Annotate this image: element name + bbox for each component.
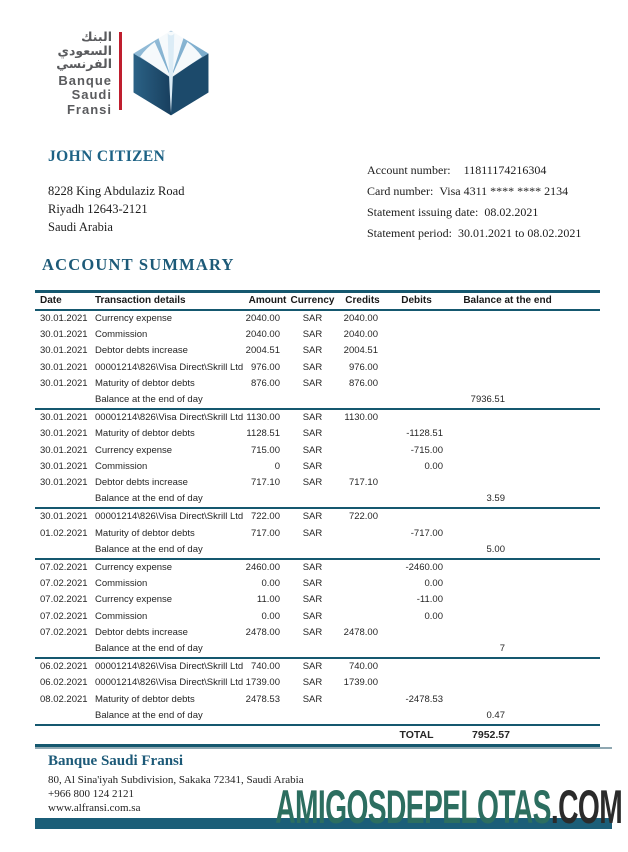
cell-credits — [335, 443, 390, 459]
cell-balance — [455, 508, 600, 525]
cell-debits: 0.00 — [424, 460, 443, 472]
cell-date: 07.02.2021 — [40, 562, 88, 574]
cell-credits — [335, 559, 390, 576]
transaction-row — [35, 592, 600, 608]
col-header-debits: Debits — [390, 292, 455, 311]
cell-date: 30.01.2021 — [40, 412, 88, 424]
cell-currency: SAR — [302, 626, 323, 638]
transaction-row — [35, 658, 600, 675]
cell-date: 06.02.2021 — [40, 677, 88, 689]
cell-currency: SAR — [302, 693, 323, 705]
cell-debits — [390, 376, 455, 392]
cell-credits — [335, 641, 390, 658]
cell-date — [35, 708, 95, 725]
bank-logo — [40, 16, 220, 120]
cell-balance — [455, 360, 600, 376]
watermark — [275, 780, 622, 833]
cell-debits — [390, 327, 455, 343]
cell-details: Maturity of debtor debts — [95, 693, 195, 705]
cell-credits — [335, 708, 390, 725]
cell-date: 30.01.2021 — [40, 361, 88, 373]
cell-amount: 2478.00 — [245, 626, 280, 638]
transaction-row — [35, 310, 600, 327]
transaction-row — [35, 508, 600, 525]
issuing-date-label: Statement issuing date: — [367, 205, 479, 219]
cell-balance — [455, 443, 600, 459]
total-label: TOTAL — [390, 725, 455, 745]
cell-details: 00001214\826\Visa Direct\Skrill Ltd — [95, 412, 244, 424]
cell-details: Debtor debts increase — [95, 477, 188, 489]
cell-amount: 0.00 — [261, 578, 280, 590]
cell-debits — [390, 542, 455, 559]
cell-amount: 715.00 — [250, 444, 280, 456]
cell-credits — [335, 609, 390, 625]
statement-period-line — [367, 223, 581, 244]
cell-currency: SAR — [302, 444, 323, 456]
balance-row — [35, 392, 600, 409]
footer-divider — [35, 747, 612, 749]
cell-amount: 11.00 — [256, 594, 280, 606]
cell-debits: -717.00 — [410, 527, 443, 539]
transaction-row — [35, 475, 600, 491]
cell-currency: SAR — [302, 428, 323, 440]
summary-table-body — [35, 310, 600, 725]
cell-amount — [245, 641, 290, 658]
transaction-row — [35, 343, 600, 359]
cell-balance — [455, 343, 600, 359]
cell-date: 08.02.2021 — [40, 693, 88, 705]
cell-amount: 722.00 — [250, 511, 280, 523]
cell-details: Balance at the end of day — [95, 542, 245, 559]
cell-date: 30.01.2021 — [40, 460, 88, 472]
cell-amount: 717.00 — [250, 527, 280, 539]
total-row — [35, 725, 600, 745]
cell-debits — [390, 409, 455, 426]
cell-currency: SAR — [302, 610, 323, 622]
cell-details: 00001214\826\Visa Direct\Skrill Ltd — [95, 661, 244, 673]
cell-details: Balance at the end of day — [95, 491, 245, 508]
bank-cube-icon — [130, 29, 212, 117]
cell-balance — [455, 526, 600, 542]
cell-currency: SAR — [302, 578, 323, 590]
cell-balance: 0.47 — [455, 708, 600, 725]
cell-balance — [455, 559, 600, 576]
total-value: 7952.57 — [455, 725, 600, 745]
cell-amount: 1128.51 — [246, 428, 280, 440]
cell-date: 30.01.2021 — [40, 329, 88, 341]
watermark-primary: AMIGOSDEPELOTAS — [275, 780, 551, 833]
transaction-row — [35, 443, 600, 459]
cell-debits — [390, 360, 455, 376]
transaction-row — [35, 692, 600, 708]
cell-balance — [455, 376, 600, 392]
cell-date: 30.01.2021 — [40, 345, 88, 357]
cell-balance — [455, 327, 600, 343]
address-line: 8228 King Abdulaziz Road — [48, 184, 185, 198]
cell-currency: SAR — [302, 562, 323, 574]
bank-name-arabic — [40, 30, 112, 71]
transaction-row — [35, 376, 600, 392]
transaction-row — [35, 609, 600, 625]
account-number-label: Account number: — [367, 163, 451, 177]
cell-details: Currency expense — [95, 594, 173, 606]
cell-details: 00001214\826\Visa Direct\Skrill Ltd — [95, 511, 244, 523]
cell-credits: 876.00 — [348, 377, 378, 389]
cell-amount: 2040.00 — [245, 313, 280, 324]
cell-date: 07.02.2021 — [40, 626, 88, 638]
cell-currency — [290, 641, 335, 658]
cell-credits — [335, 526, 390, 542]
cell-date: 30.01.2021 — [40, 477, 88, 489]
cell-currency: SAR — [302, 677, 323, 689]
cell-credits — [335, 459, 390, 475]
cell-amount: 2004.51 — [245, 345, 280, 357]
transaction-row — [35, 526, 600, 542]
cell-currency: SAR — [302, 329, 323, 341]
cell-credits: 2040.00 — [343, 313, 378, 324]
cell-debits — [390, 392, 455, 409]
cell-balance — [455, 658, 600, 675]
cell-details: Maturity of debtor debts — [95, 428, 195, 440]
cell-details: Debtor debts increase — [95, 345, 188, 357]
cell-currency: SAR — [302, 412, 323, 424]
bank-logo-wordmark — [40, 30, 112, 117]
logo-red-divider — [119, 32, 122, 110]
cell-date: 30.01.2021 — [40, 444, 88, 456]
cell-balance: 7 — [455, 641, 600, 658]
cell-credits — [335, 576, 390, 592]
account-info — [367, 160, 581, 244]
cell-currency: SAR — [302, 345, 323, 357]
cell-debits: -715.00 — [410, 444, 443, 456]
cell-credits: 2040.00 — [343, 329, 378, 341]
cell-date — [35, 542, 95, 559]
footer-bank-name: Banque Saudi Fransi — [48, 753, 184, 769]
customer-name: JOHN CITIZEN — [48, 148, 166, 165]
cell-debits: -2460.00 — [405, 562, 443, 574]
cell-credits: 740.00 — [348, 661, 378, 673]
cell-amount: 1130.00 — [246, 412, 280, 424]
cell-debits: -11.00 — [416, 594, 443, 606]
cell-details: Currency expense — [95, 313, 173, 324]
cell-credits: 722.00 — [348, 511, 378, 523]
transaction-row — [35, 426, 600, 442]
transaction-row — [35, 327, 600, 343]
cell-currency — [290, 542, 335, 559]
cell-currency: SAR — [302, 527, 323, 539]
card-number-line — [367, 181, 581, 202]
transaction-row — [35, 360, 600, 376]
cell-date — [35, 641, 95, 658]
col-header-transaction-details: Transaction details — [95, 292, 245, 311]
cell-debits — [390, 475, 455, 491]
statement-period-label: Statement period: — [367, 226, 452, 240]
table-header — [35, 292, 600, 311]
col-header-date: Date — [35, 292, 95, 311]
balance-row — [35, 491, 600, 508]
cell-amount: 0.00 — [261, 610, 280, 622]
cell-amount — [245, 392, 290, 409]
cell-debits — [390, 310, 455, 327]
transaction-row — [35, 625, 600, 641]
cell-details: Commission — [95, 610, 148, 622]
cell-amount: 1739.00 — [245, 677, 280, 689]
table-footer — [35, 725, 600, 745]
transaction-row — [35, 559, 600, 576]
cell-amount — [245, 491, 290, 508]
cell-amount: 976.00 — [250, 361, 280, 373]
cell-currency: SAR — [302, 460, 323, 472]
cell-details: Commission — [95, 460, 148, 472]
cell-details: Commission — [95, 329, 148, 341]
cell-currency: SAR — [302, 361, 323, 373]
cell-credits: 2478.00 — [343, 626, 378, 638]
account-summary-table — [35, 290, 600, 747]
cell-details: Debtor debts increase — [95, 626, 188, 638]
cell-balance: 3.59 — [455, 491, 600, 508]
footer-phone: +966 800 124 2121 — [48, 788, 134, 800]
cell-balance — [455, 609, 600, 625]
cell-debits: -1128.51 — [406, 428, 443, 440]
balance-row — [35, 708, 600, 725]
transaction-row — [35, 576, 600, 592]
cell-balance — [455, 475, 600, 491]
balance-row — [35, 641, 600, 658]
cell-currency: SAR — [302, 594, 323, 606]
cell-date: 07.02.2021 — [40, 594, 88, 606]
cell-details: Commission — [95, 578, 148, 590]
cell-date — [35, 392, 95, 409]
cell-debits — [390, 625, 455, 641]
arabic-line: السعودي — [57, 42, 112, 58]
latin-line: Saudi — [71, 87, 112, 102]
cell-details: 00001214\826\Visa Direct\Skrill Ltd — [95, 361, 244, 373]
cell-currency: SAR — [302, 511, 323, 523]
cell-debits — [390, 508, 455, 525]
col-header-currency: Currency — [290, 292, 335, 311]
cell-currency: SAR — [302, 313, 323, 324]
address-line: Saudi Arabia — [48, 220, 113, 234]
cell-debits — [390, 708, 455, 725]
cell-debits — [390, 491, 455, 508]
cell-amount: 2040.00 — [245, 329, 280, 341]
total-spacer — [35, 725, 390, 745]
balance-row — [35, 542, 600, 559]
cell-amount: 740.00 — [250, 661, 280, 673]
cell-currency — [290, 392, 335, 409]
footer-address: 80, Al Sina'iyah Subdivision, Sakaka 72341, Saudi Arabia — [48, 774, 304, 786]
cell-date: 30.01.2021 — [40, 511, 88, 523]
customer-address — [48, 182, 184, 236]
cell-credits — [335, 542, 390, 559]
col-header-balance: Balance at the end — [455, 292, 600, 311]
cell-details: 00001214\826\Visa Direct\Skrill Ltd — [95, 677, 244, 689]
address-line: Riyadh 12643-2121 — [48, 202, 148, 216]
cell-balance: 7936.51 — [455, 392, 600, 409]
footer-contact — [48, 773, 304, 815]
cell-details: Maturity of debtor debts — [95, 377, 195, 389]
arabic-line: الفرنسي — [56, 56, 112, 71]
cell-balance — [455, 576, 600, 592]
col-header-amount: Amount — [245, 292, 290, 311]
cell-debits: 0.00 — [424, 578, 443, 590]
account-number-line — [367, 160, 581, 181]
cell-credits: 976.00 — [348, 361, 378, 373]
cell-debits — [390, 343, 455, 359]
cell-currency: SAR — [302, 661, 323, 673]
watermark-secondary: .COM — [550, 780, 622, 833]
cell-date: 07.02.2021 — [40, 578, 88, 590]
cell-amount — [245, 542, 290, 559]
cell-debits: 0.00 — [424, 610, 443, 622]
card-number-label: Card number: — [367, 184, 434, 198]
latin-line: Banque — [58, 72, 112, 88]
cell-currency: SAR — [302, 477, 323, 489]
cell-credits — [335, 592, 390, 608]
issuing-date-value: 08.02.2021 — [484, 205, 539, 219]
cell-details: Currency expense — [95, 444, 173, 456]
cell-credits: 1739.00 — [343, 677, 378, 689]
cell-debits — [390, 641, 455, 658]
cell-details: Maturity of debtor debts — [95, 527, 195, 539]
cell-date: 06.02.2021 — [40, 661, 88, 673]
cell-credits — [335, 426, 390, 442]
cell-debits — [390, 658, 455, 675]
cell-debits: -2478.53 — [405, 693, 443, 705]
cell-credits: 2004.51 — [343, 345, 378, 357]
cell-balance — [455, 426, 600, 442]
card-number-value: Visa 4311 **** **** 2134 — [439, 184, 569, 198]
cell-credits — [335, 491, 390, 508]
cell-date: 30.01.2021 — [40, 428, 88, 440]
cell-balance: 5.00 — [455, 542, 600, 559]
account-number-value: 11811174216304 — [463, 163, 547, 177]
cell-date: 01.02.2021 — [40, 527, 88, 539]
cell-balance — [455, 310, 600, 327]
issuing-date-line — [367, 202, 581, 223]
cell-balance — [455, 592, 600, 608]
cell-currency — [290, 491, 335, 508]
cell-balance — [455, 409, 600, 426]
transaction-row — [35, 675, 600, 691]
cell-debits — [390, 675, 455, 691]
section-title-account-summary: ACCOUNT SUMMARY — [42, 255, 235, 274]
cell-date: 30.01.2021 — [40, 313, 88, 324]
cell-amount: 2460.00 — [245, 562, 280, 574]
cell-amount — [245, 708, 290, 725]
cell-credits — [335, 692, 390, 708]
cell-date: 07.02.2021 — [40, 610, 88, 622]
cell-credits: 717.10 — [348, 477, 378, 489]
transaction-row — [35, 459, 600, 475]
col-header-credits: Credits — [335, 292, 390, 311]
cell-amount: 717.10 — [250, 477, 280, 489]
statement-period-value: 30.01.2021 to 08.02.2021 — [457, 226, 582, 240]
cell-amount: 0 — [274, 460, 280, 472]
cell-details: Balance at the end of day — [95, 392, 245, 409]
bank-name-latin — [40, 74, 112, 118]
cell-balance — [455, 692, 600, 708]
arabic-line: البنك — [81, 29, 112, 44]
cell-balance — [455, 459, 600, 475]
cell-details: Balance at the end of day — [95, 641, 245, 658]
cell-amount: 2478.53 — [245, 693, 280, 705]
cell-currency: SAR — [302, 377, 323, 389]
cell-credits: 1130.00 — [344, 412, 378, 424]
latin-line: Fransi — [66, 101, 112, 117]
cell-currency — [290, 708, 335, 725]
cell-details: Currency expense — [95, 562, 173, 574]
cell-credits — [335, 392, 390, 409]
cell-balance — [455, 625, 600, 641]
cell-date: 30.01.2021 — [40, 377, 88, 389]
cell-amount: 876.00 — [250, 377, 280, 389]
transaction-row — [35, 409, 600, 426]
footer-website: www.alfransi.com.sa — [48, 802, 141, 814]
cell-balance — [455, 675, 600, 691]
cell-details: Balance at the end of day — [95, 708, 245, 725]
cell-date — [35, 491, 95, 508]
